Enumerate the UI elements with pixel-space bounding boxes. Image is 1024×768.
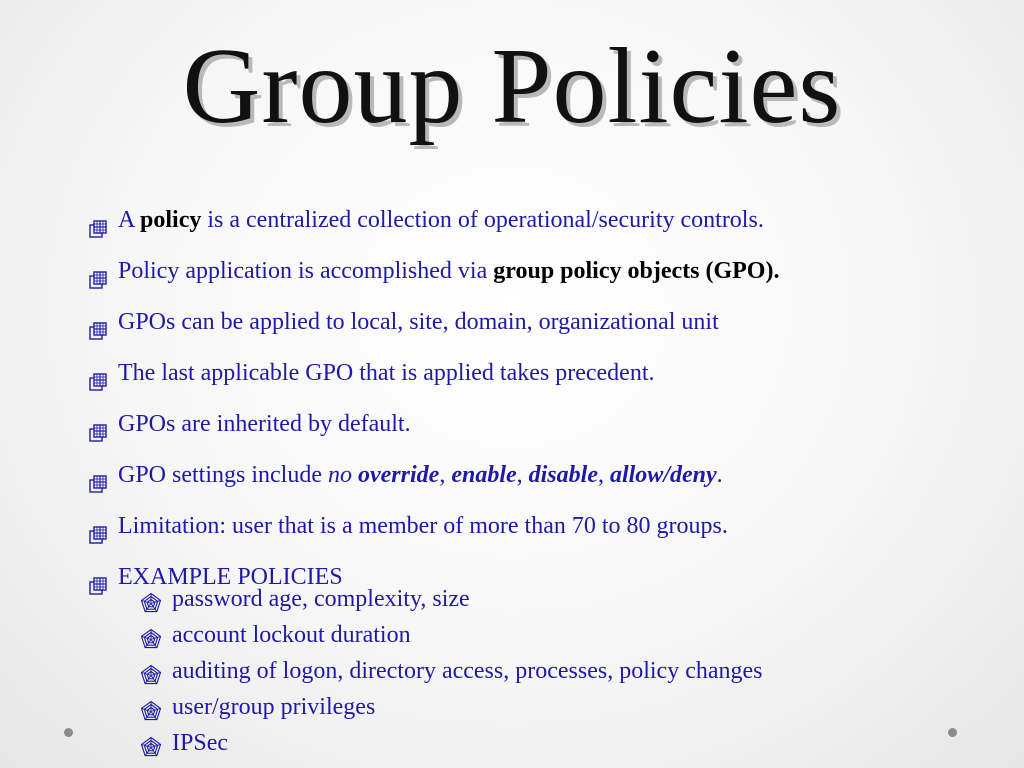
bullet-text-run: , (597, 462, 610, 488)
bullet-text-run: EXAMPLE POLICIES (118, 564, 343, 590)
nav-dot-left (64, 728, 73, 737)
nav-dot-right (948, 728, 957, 737)
bullet-text-run: Policy application is accomplished via (118, 258, 494, 284)
bullet-text-run: GPOs can be applied to local, site, domain, organizational unit (118, 309, 719, 335)
grid-box-icon (88, 263, 108, 283)
bullet-item (88, 353, 988, 404)
bullet-text (118, 513, 728, 539)
bullet-text-run: GPOs are inherited by default. (118, 411, 411, 437)
grid-box-icon (88, 518, 108, 538)
slide-title: Group Policies (182, 27, 842, 146)
bullet-item (88, 404, 988, 455)
grid-box-icon (88, 416, 108, 436)
bullet-text-run: , (439, 462, 452, 488)
sub-bullet-text: password age, complexity, size (172, 586, 470, 612)
bullet-item (88, 557, 988, 590)
web-pentagon-icon (140, 699, 162, 721)
grid-box-icon (88, 212, 108, 232)
sub-bullet-text: user/group privileges (172, 694, 376, 720)
bullet-text-run: disable (528, 462, 598, 488)
bullet-text-run: allow/deny (609, 462, 717, 488)
bullet-text-run: no (328, 462, 352, 488)
bullet-text (118, 411, 411, 437)
bullet-text-run: , (516, 462, 529, 488)
bullet-text-run: is a centralized collection of operational/security controls. (201, 207, 764, 233)
bullet-text (118, 258, 779, 284)
bullet-item (88, 506, 988, 557)
bullet-text-run: The last applicable GPO that is applied takes precedent. (118, 360, 655, 386)
grid-box-icon (88, 365, 108, 385)
bullet-item (88, 200, 988, 251)
bullet-text-run: GPO settings include (118, 462, 328, 488)
bullet-text (118, 360, 654, 386)
bullet-text-run: A (118, 207, 141, 233)
sub-bullet-item (88, 727, 988, 763)
bullet-item (88, 302, 988, 353)
grid-box-icon (88, 314, 108, 334)
bullet-text-run: policy (140, 207, 202, 233)
grid-box-icon (88, 467, 108, 487)
sub-bullet-item (88, 655, 988, 691)
bullet-list (88, 200, 988, 763)
bullet-text-run: enable (451, 462, 517, 488)
sub-bullet-item (88, 691, 988, 727)
bullet-item (88, 251, 988, 302)
sub-bullet-item (88, 583, 988, 619)
bullet-item (88, 455, 988, 506)
bullet-text (118, 207, 764, 233)
web-pentagon-icon (140, 627, 162, 649)
bullet-text (118, 309, 719, 335)
bullet-text-run: group policy objects (GPO). (493, 258, 780, 284)
web-pentagon-icon (140, 735, 162, 757)
bullet-text (118, 462, 723, 488)
bullet-text-run: . (716, 462, 723, 488)
sub-bullet-text: IPSec (172, 730, 228, 756)
bullet-text-run: override (358, 462, 440, 488)
web-pentagon-icon (140, 663, 162, 685)
sub-bullet-text: account lockout duration (172, 622, 411, 648)
sub-bullet-text: auditing of logon, directory access, processes, policy changes (172, 658, 763, 684)
sub-bullet-item (88, 619, 988, 655)
bullet-text-run: Limitation: user that is a member of more than 70 to 80 groups. (118, 513, 728, 539)
web-pentagon-icon (140, 591, 162, 613)
